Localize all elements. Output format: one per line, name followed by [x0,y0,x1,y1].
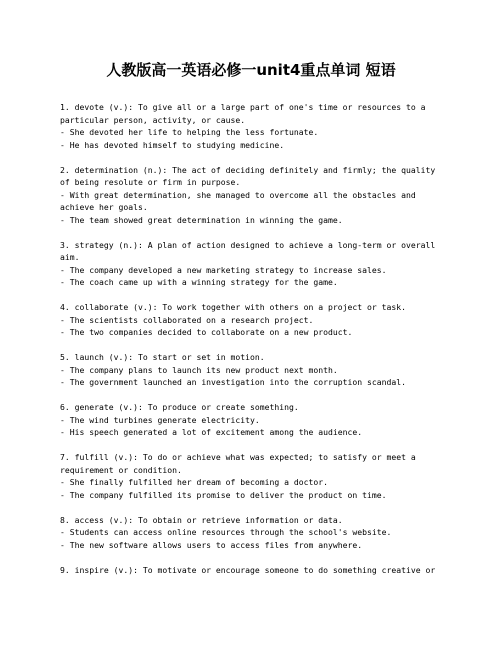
example-sentence: - The company fulfilled its promise to deliver the product on time. [60,489,387,500]
vocab-entry-strategy [60,239,448,289]
entry-line: 2. determination (n.): The act of deciding definitely and firmly; the quality [60,164,436,175]
vocabulary-list [60,101,448,589]
entry-line: 6. generate (v.): To produce or create something. [60,402,299,412]
example-sentence: achieve her goals. [60,202,148,212]
example-sentence: - The team showed great determination in winning the game. [60,214,343,225]
document-title: 人教版高一英语必修一unit4重点单词 短语 [106,61,396,79]
example-sentence: - She finally fulfilled her dream of becoming a doctor. [60,477,329,487]
entry-line: 1. devote (v.): To give all or a large part of one's time or resources to a [60,102,426,112]
entry-line: 4. collaborate (v.): To work together with others on a project or task. [60,302,406,312]
example-sentence: - The government launched an investigation into the corruption scandal. [60,377,406,387]
vocab-entry-collaborate [60,301,448,339]
entry-line: 9. inspire (v.): To motivate or encourage someone to do something creative or [60,564,436,575]
example-sentence: - The new software allows users to access files from anywhere. [60,539,363,550]
vocab-entry-devote [60,101,448,151]
entry-line: particular person, activity, or cause. [60,114,246,125]
example-sentence: - With great determination, she managed to overcome all the obstacles and [60,189,416,200]
example-sentence: - Students can access online resources through the school's website. [60,527,392,537]
example-sentence: - His speech generated a lot of excitement among the audience. [60,427,363,437]
entry-line: requirement or condition. [60,464,182,475]
example-sentence: - The scientists collaborated on a research project. [60,314,314,325]
example-sentence: - She devoted her life to helping the less fortunate. [60,127,319,137]
vocab-entry-generate [60,401,448,439]
example-sentence: - The company plans to launch its new product next month. [60,364,338,375]
entry-line: 7. fulfill (v.): To do or achieve what was expected; to satisfy or meet a [60,452,416,462]
vocab-entry-fulfill [60,451,448,501]
entry-line: aim. [60,252,80,262]
vocab-entry-launch [60,351,448,389]
entry-line: of being resolute or firm in purpose. [60,177,241,187]
vocab-entry-inspire [60,564,448,577]
example-sentence: - The company developed a new marketing strategy to increase sales. [60,264,387,275]
example-sentence: - The two companies decided to collaborate on a new product. [60,327,353,337]
entry-line: 8. access (v.): To obtain or retrieve information or data. [60,514,343,525]
entry-line: 5. launch (v.): To start or set in motion. [60,352,265,362]
example-sentence: - The wind turbines generate electricity. [60,414,260,425]
example-sentence: - He has devoted himself to studying medicine. [60,139,285,150]
entry-line: 3. strategy (n.): A plan of action designed to achieve a long-term or overall [60,239,436,250]
vocab-entry-determination [60,164,448,227]
example-sentence: - The coach came up with a winning strategy for the game. [60,277,338,287]
vocab-entry-access [60,514,448,552]
